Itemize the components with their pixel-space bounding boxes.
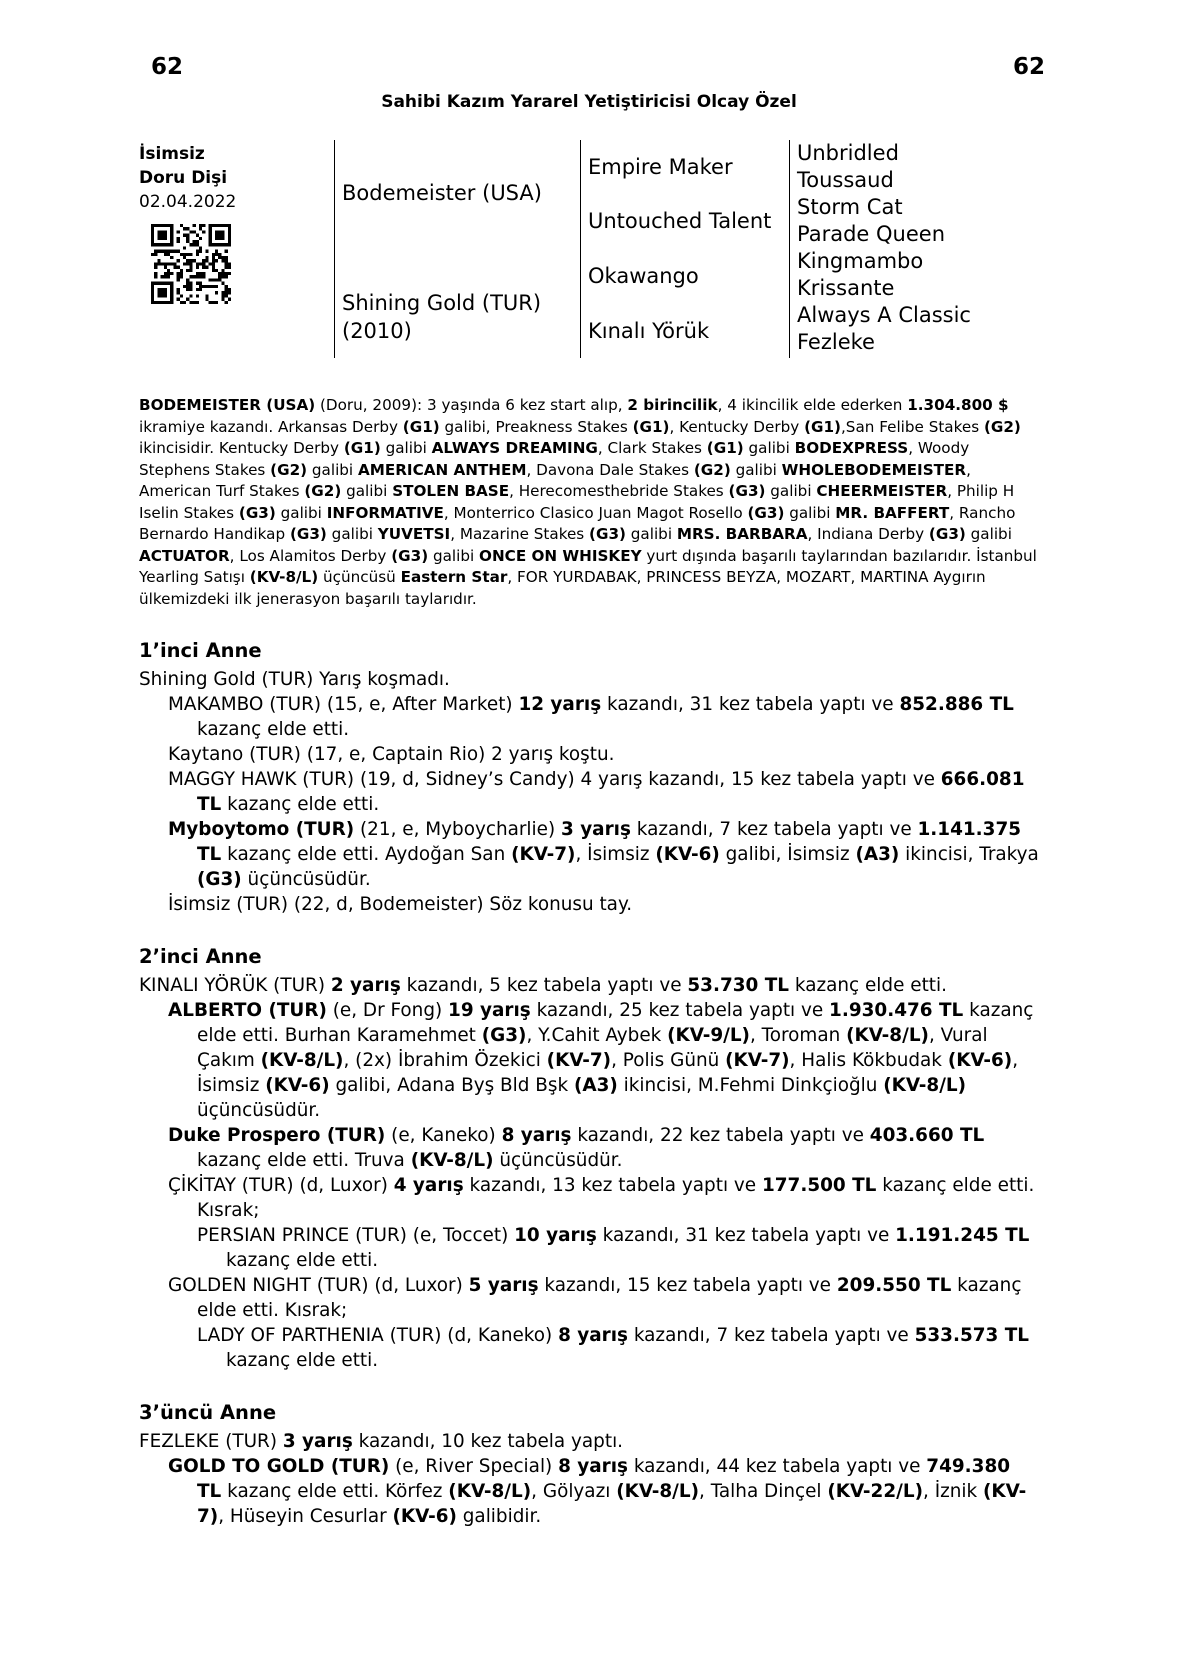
pedigree-ggp-3: Storm Cat: [797, 195, 903, 219]
pedigree-divider-1: [334, 140, 335, 358]
offspring-entry: MAKAMBO (TUR) (15, e, After Market) 12 yarış kazandı, 31 kez tabela yaptı ve 852.886 TL kazanç elde etti.: [168, 694, 1014, 740]
pedigree-dam: Shining Gold (TUR): [342, 291, 542, 315]
section-title: 1’inci Anne: [139, 639, 262, 662]
pedigree-sire: Bodemeister (USA): [342, 181, 542, 205]
page-number-right: 62: [1013, 54, 1046, 80]
pedigree-ggp-5: Kingmambo: [797, 249, 924, 273]
pedigree-sire-sire: Empire Maker: [588, 155, 733, 179]
section-gap: [139, 917, 1039, 944]
pedigree-ggp-2: Toussaud: [797, 168, 894, 192]
pedigree-ggp-8: Fezleke: [797, 330, 875, 354]
qr-code-icon: [151, 224, 231, 304]
pedigree-dam-year: (2010): [342, 319, 412, 343]
pedigree-dam-dam: Kınalı Yörük: [588, 319, 710, 343]
horse-birth-date: 02.04.2022: [139, 192, 237, 212]
page-header-owner-breeder: Sahibi Kazım Yararel Yetiştiricisi Olcay Özel: [381, 92, 797, 112]
offspring-entry: İsimsiz (TUR) (22, d, Bodemeister) Söz konusu tay.: [168, 894, 633, 915]
pedigree-ggp-7: Always A Classic: [797, 303, 971, 327]
horse-info: [139, 142, 236, 214]
offspring-entry: GOLD TO GOLD (TUR) (e, River Special) 8 yarış kazandı, 44 kez tabela yaptı ve 749.380 TL kazanç elde etti. Körfez (KV-8/L), Gölyazı (KV-8/L), Talha Dinçel (KV-22/L), İznik (KV-7), Hüseyin Cesurlar (KV-6) galibidir.: [168, 1456, 1027, 1527]
sire-description: BODEMEISTER (USA) (Doru, 2009): 3 yaşında 6 kez start alıp, 2 birincilik, 4 ikincilik elde ederken 1.304.800 $ ikramiye kazandı. Arkansas Derby (G1) galibi, Preakness Stakes (G1), Kentucky Derby (G1),San Felibe Stakes (G2) ikincisidir. Kentucky Derby (G1) galibi ALWAYS DREAMING, Clark Stakes (G1) galibi BODEXPRESS, Woody Stephens Stakes (G2) galibi AMERICAN ANTHEM, Davona Dale Stakes (G2) galibi WHOLEBODEMEISTER, American Turf Stakes (G2) galibi STOLEN BASE, Herecomesthebride Stakes (G3) galibi CHEERMEISTER, Philip H Iselin Stakes (G3) galibi INFORMATIVE, Monterrico Clasico Juan Magot Rosello (G3) galibi MR. BAFFERT, Rancho Bernardo Handikap (G3) galibi YUVETSI, Mazarine Stakes (G3) galibi MRS. BARBARA, Indiana Derby (G3) galibi ACTUATOR, Los Alamitos Derby (G3) galibi ONCE ON WHISKEY yurt dışında başarılı taylarından bazılarıdır. İstanbul Yearling Satışı (KV-8/L) üçüncüsü Eastern Star, FOR YURDABAK, PRINCESS BEYZA, MOZART, MARTINA Aygırın ülkemizdeki ilk jenerasyon başarılı taylarıdır.: [139, 396, 1037, 608]
dam-line-sections: [139, 638, 1039, 1529]
offspring-entry: Kaytano (TUR) (17, e, Captain Rio) 2 yarış koştu.: [168, 744, 615, 765]
offspring-entry: GOLDEN NIGHT (TUR) (d, Luxor) 5 yarış kazandı, 15 kez tabela yaptı ve 209.550 TL kazanç elde etti. Kısrak;: [168, 1275, 1022, 1321]
offspring-entry: ÇİKİTAY (TUR) (d, Luxor) 4 yarış kazandı, 13 kez tabela yaptı ve 177.500 TL kazanç elde etti. Kısrak;: [168, 1175, 1035, 1221]
section-title: 2’inci Anne: [139, 945, 262, 968]
section-gap: [139, 1373, 1039, 1400]
pedigree-divider-2: [580, 140, 581, 358]
grand-offspring-entry: PERSIAN PRINCE (TUR) (e, Toccet) 10 yarış kazandı, 31 kez tabela yaptı ve 1.191.245 TL kazanç elde etti.: [197, 1225, 1030, 1271]
horse-name: İsimsiz: [139, 144, 205, 164]
pedigree-sire-dam: Untouched Talent: [588, 209, 772, 233]
page-number-left: 62: [151, 54, 184, 80]
offspring-entry: Myboytomo (TUR) (21, e, Myboycharlie) 3 yarış kazandı, 7 kez tabela yaptı ve 1.141.375 TL kazanç elde etti. Aydoğan San (KV-7), İsimsiz (KV-6) galibi, İsimsiz (A3) ikincisi, Trakya (G3) üçüncüsüdür.: [168, 819, 1039, 890]
offspring-entry: MAGGY HAWK (TUR) (19, d, Sidney’s Candy) 4 yarış kazandı, 15 kez tabela yaptı ve 666.081 TL kazanç elde etti.: [168, 769, 1025, 815]
dam-entry: Shining Gold (TUR) Yarış koşmadı.: [139, 669, 450, 690]
horse-color-sex: Doru Dişi: [139, 168, 228, 188]
pedigree-ggp-1: Unbridled: [797, 141, 899, 165]
offspring-entry: Duke Prospero (TUR) (e, Kaneko) 8 yarış kazandı, 22 kez tabela yaptı ve 403.660 TL kazanç elde etti. Truva (KV-8/L) üçüncüsüdür.: [168, 1125, 985, 1171]
grand-offspring-entry: LADY OF PARTHENIA (TUR) (d, Kaneko) 8 yarış kazandı, 7 kez tabela yaptı ve 533.573 TL kazanç elde etti.: [197, 1325, 1030, 1371]
offspring-entry: ALBERTO (TUR) (e, Dr Fong) 19 yarış kazandı, 25 kez tabela yaptı ve 1.930.476 TL kazanç elde etti. Burhan Karamehmet (G3), Y.Cahit Aybek (KV-9/L), Toroman (KV-8/L), Vural Çakım (KV-8/L), (2x) İbrahim Özekici (KV-7), Polis Günü (KV-7), Halis Kökbudak (KV-6), İsimsiz (KV-6) galibi, Adana Byş Bld Bşk (A3) ikincisi, M.Fehmi Dinkçioğlu (KV-8/L) üçüncüsüdür.: [168, 1000, 1034, 1121]
pedigree-ggp-4: Parade Queen: [797, 222, 946, 246]
dam-entry: KINALI YÖRÜK (TUR) 2 yarış kazandı, 5 kez tabela yaptı ve 53.730 TL kazanç elde etti.: [139, 975, 947, 996]
pedigree-divider-3: [789, 140, 790, 358]
pedigree-ggp-6: Krissante: [797, 276, 895, 300]
section-title: 3’üncü Anne: [139, 1401, 277, 1424]
dam-entry: FEZLEKE (TUR) 3 yarış kazandı, 10 kez tabela yaptı.: [139, 1431, 624, 1452]
pedigree-dam-sire: Okawango: [588, 264, 699, 288]
